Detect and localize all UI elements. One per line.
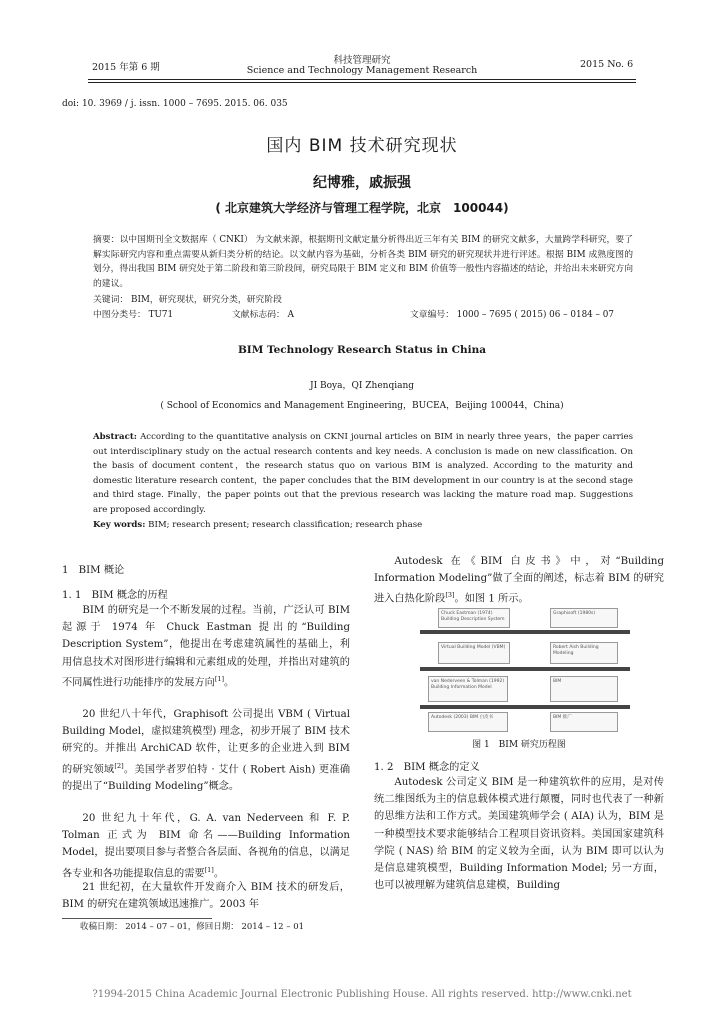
section-1-heading: 1 BIM 概论 — [62, 565, 125, 576]
section-1-1-heading: 1. 1 BIM 概念的历程 — [62, 590, 168, 601]
figure-box: Virtual Building Model (VBM) — [438, 642, 510, 664]
paragraph-bim-origin: BIM 的研究是一个不断发展的过程。当前，广泛认可 BIM 起源于 1974 年 Chuck Eastman 提出的“Building Description System”，他提出在考虑建筑属性的基础上，利用信息技术对图形进行编辑和元素组成的处理，并指出对建筑的不同属性进行功能排序的发展方向[1]。 — [62, 605, 350, 689]
article-number: 文章编号： 1000 – 7695 ( 2015) 06 – 0184 – 07 — [410, 310, 614, 320]
doc-code: 文献标志码： A — [232, 310, 294, 320]
citation-ref: [3] — [445, 591, 455, 600]
header-journal-en: Science and Technology Management Research — [246, 65, 478, 76]
paragraph-bim-definition: Autodesk 公司定义 BIM 是一种建筑软件的应用，是对传统二维图纸为主的信息载体模式进行颠覆，同时也代表了一种新的思维方法和工作方式。美国建筑师学会 ( AIA) 认为，BIM 是一种模型技术要求能够结合工程项目资讯资料。美国国家建筑科学院 ( NAS) 给 BIM 的定义较为全面，认为 BIM 即可以认为是信息建筑模型，Building Information Model; 另一方面，也可以被理解为建筑信息建模，Building — [374, 777, 664, 892]
figure-caption: 图 1 BIM 研究历程图 — [472, 740, 566, 750]
keywords-en-label: Key words: — [93, 520, 146, 530]
clc-number: 中图分类号： TU71 — [93, 310, 174, 320]
header-rule-top — [88, 79, 636, 80]
figure-box: Autodesk (2003) BIM 白皮书 — [428, 712, 508, 732]
header-rule-bottom — [88, 82, 636, 83]
section-1-2-heading: 1. 2 BIM 概念的定义 — [374, 762, 480, 773]
figure-box: BIM 推广 — [550, 712, 618, 732]
page-title: 国内 BIM 技术研究现状 — [266, 136, 458, 156]
english-title: BIM Technology Research Status in China — [237, 344, 487, 356]
header-journal-cn: 科技管理研究 — [333, 55, 391, 66]
citation-ref: [2] — [114, 761, 124, 770]
abstract-en — [93, 430, 633, 518]
keywords-en — [93, 518, 633, 533]
abstract-en-text: According to the quantitative analysis on CKNI journal articles on BIM in nearly three years，the paper carries out interdisciplinary study on the actual research contents and key needs. A conclusion is made on new classification. On the basis of document content，the research status quo on various BIM is analyzed. According to the maturity and domestic literature research content，the paper concludes that the BIM development in our country is at the second stage and third stage. Finally，the paper points out that the previous research was lacking the mature road map. Suggestions are proposed accordingly. — [93, 432, 633, 515]
figure-box: Graphisoft (1980s) — [550, 608, 618, 628]
footnote-rule — [62, 918, 212, 919]
header-right: 2015 No. 6 — [580, 59, 634, 70]
figure-bim-history — [420, 606, 630, 732]
paragraph-1990s: 20 世纪九十年代，G. A. van Nederveen 和 F. P. Tolman 正式为 BIM 命名——Building Information Model，提出要项目参与者整合各层面、各视角的信息，以满足各专业和各功能提取信息的需要[1]。 — [62, 813, 350, 879]
header-left: 2015 年第 6 期 — [92, 62, 160, 73]
received-dates: 收稿日期： 2014 – 07 – 01，修回日期： 2014 – 12 – 01 — [80, 922, 305, 932]
timeline-bar — [420, 667, 630, 671]
citation-ref: [1] — [204, 865, 214, 874]
timeline-bar — [420, 705, 630, 709]
keywords-en-text: BIM; research present; research classification; research phase — [148, 520, 423, 530]
paragraph-2000s: 21 世纪初，在大量软件开发商介入 BIM 技术的研发后，BIM 的研究在建筑领域迅速推广。2003 年 — [62, 882, 350, 911]
affiliation: ( 北京建筑大学经济与管理工程学院，北京 100044) — [215, 201, 509, 215]
figure-box: BIM — [550, 676, 618, 702]
english-authors: JI Boya，QI Zhenqiang — [309, 381, 415, 391]
figure-box: van Nederveen & Tolman (1992) Building Information Model — [428, 676, 508, 702]
keywords-cn: 关键词： BIM，研究现状，研究分类，研究阶段 — [93, 295, 282, 305]
figure-box: Robert Aish Building Modeling — [550, 642, 618, 664]
citation-ref: [1] — [214, 674, 225, 683]
paragraph-1980s: 20 世纪八十年代，Graphisoft 公司提出 VBM ( Virtual Building Model，虚拟建筑模型) 理念，初步开展了 BIM 技术研究的。并推出 ArchiCAD 软件，让更多的企业进入到 BIM 的研究领域[2]。美国学者罗伯特 · 艾什 ( Robert Aish) 更准确的提出了“Building Modeling”概念。 — [62, 709, 351, 793]
copyright-footer: ?1994-2015 China Academic Journal Electronic Publishing House. All rights reserved. http://www.cnki.net — [92, 989, 632, 1000]
timeline-bar — [420, 630, 630, 634]
english-affiliation: ( School of Economics and Management Engineering，BUCEA，Beijing 100044，China) — [160, 401, 564, 411]
paragraph-autodesk: Autodesk 在《BIM 白皮书》中，对“Building Information Modeling”做了全面的阐述，标志着 BIM 的研究进入白热化阶段[3]。如图 1 所示。 — [374, 556, 664, 605]
doi: doi: 10. 3969 / j. issn. 1000 – 7695. 2015. 06. 035 — [62, 99, 288, 109]
figure-box: Chuck Eastman (1974) Building Description System — [438, 608, 510, 628]
abstract-en-label: Abstract: — [93, 432, 137, 442]
abstract-cn: 摘要：以中国期刊全文数据库（ CNKI） 为文献来源，根据期刊文献定量分析得出近三年有关 BIM 的研究文献多，大量跨学科研究，要了解实际研究内容和重点需要从新归类分析的结论。以文献内容为基础，分析各类 BIM 研究的研究现状并进行评述。根据 BIM 成熟度图的划分，得出我国 BIM 研究处于第二阶段和第三阶段间，研究局限于 BIM 定义和 BIM 价值等一般性内容描述的结论，并给出未来研究方向的建议。 — [93, 235, 633, 290]
authors: 纪博雅，戚振强 — [313, 175, 411, 191]
